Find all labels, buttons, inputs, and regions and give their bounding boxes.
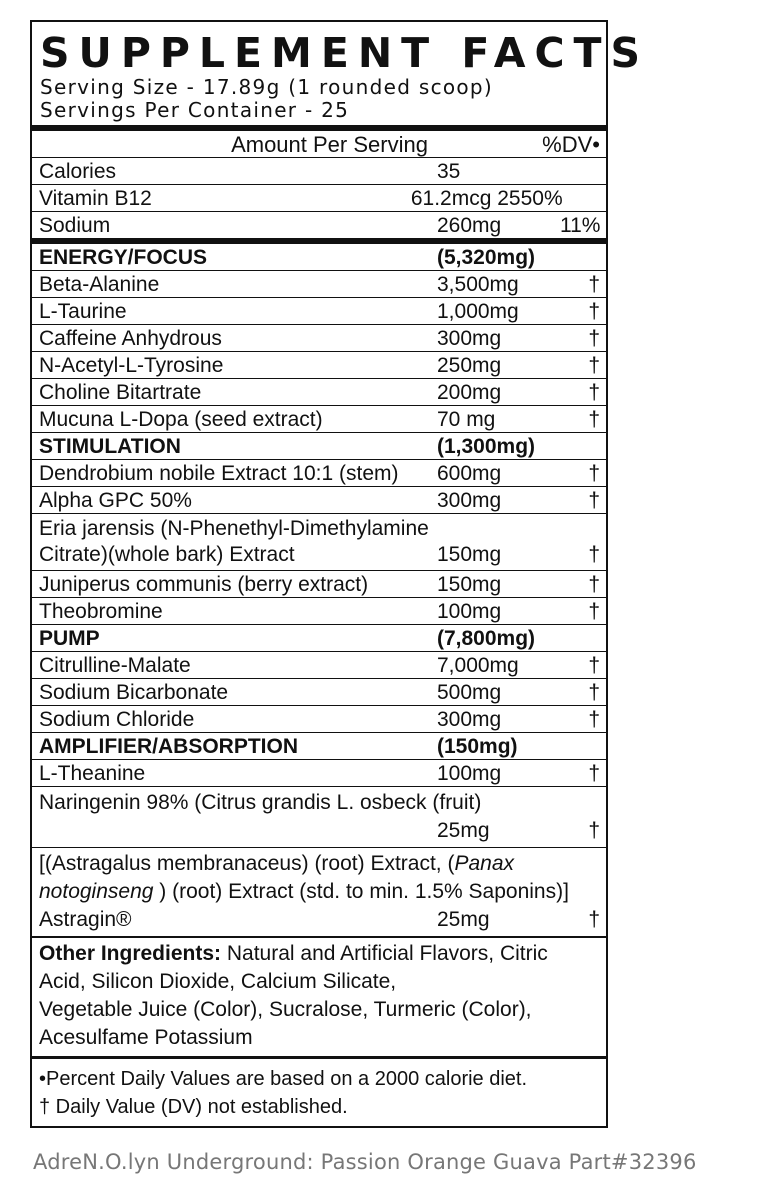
- dagger-mark: †: [588, 300, 600, 323]
- nutrient-dv: 11%: [560, 214, 601, 237]
- ingredient-amount: 70 mg: [437, 408, 496, 431]
- ingredient-amount: 7,000mg: [437, 654, 519, 677]
- section-pump: [32, 625, 606, 652]
- nutrient-name: Vitamin B12: [39, 187, 152, 210]
- ingredient-row: [32, 598, 606, 625]
- ingredient-name: L-Theanine: [39, 762, 146, 785]
- dv-footnote: •Percent Daily Values are based on a 2000 calorie diet.: [39, 1068, 528, 1090]
- ingredient-row: [32, 760, 606, 787]
- ingredient-amount: 3,500mg: [437, 273, 519, 296]
- astragin-italic: notoginseng: [39, 880, 154, 903]
- product-caption: AdreN.O.lyn Underground: Passion Orange Guava Part#32396: [33, 1150, 697, 1174]
- dagger-mark: †: [588, 381, 600, 404]
- ingredient-row: [32, 848, 606, 938]
- ingredient-name: Theobromine: [39, 600, 163, 623]
- ingredient-row: [32, 379, 606, 406]
- dagger-mark: †: [588, 327, 600, 350]
- ingredient-row: [32, 352, 606, 379]
- nutrient-row: [32, 185, 606, 212]
- footnotes: [32, 1056, 606, 1121]
- ingredient-amount: 100mg: [437, 762, 502, 785]
- ingredient-row: [32, 460, 606, 487]
- section-name: STIMULATION: [39, 435, 181, 458]
- dagger-mark: †: [588, 489, 600, 512]
- ingredient-amount: 300mg: [437, 327, 502, 350]
- dagger-mark: †: [588, 543, 600, 566]
- ingredient-row: [32, 406, 606, 433]
- ingredient-name: Sodium Chloride: [39, 708, 195, 731]
- nutrient-name: Sodium: [39, 214, 111, 237]
- section-name: PUMP: [39, 627, 100, 650]
- ingredient-row: [32, 787, 606, 848]
- other-ingredients-text: Natural and Artificial Flavors, Citric: [221, 942, 548, 965]
- ingredient-amount: 250mg: [437, 354, 502, 377]
- ingredient-name: Beta-Alanine: [39, 273, 160, 296]
- amount-header: [32, 125, 606, 158]
- section-name: ENERGY/FOCUS: [39, 246, 208, 269]
- dagger-mark: †: [588, 908, 600, 931]
- ingredient-amount: 150mg: [437, 573, 502, 596]
- servings-per-container: Servings Per Container - 25: [40, 98, 350, 122]
- dagger-mark: †: [588, 708, 600, 731]
- ingredient-amount: 200mg: [437, 381, 502, 404]
- nutrient-amount: 61.2mcg 2550%: [410, 187, 563, 210]
- nutrient-name: Calories: [39, 160, 117, 183]
- dagger-mark: †: [588, 462, 600, 485]
- astragin-italic: Panax: [454, 852, 515, 875]
- ingredient-amount: 300mg: [437, 489, 502, 512]
- ingredient-row: [32, 487, 606, 514]
- section-amplifier-absorption: [32, 733, 606, 760]
- ingredient-name: L-Taurine: [39, 300, 127, 323]
- ingredient-name: N-Acetyl-L-Tyrosine: [39, 354, 224, 377]
- ingredient-name: Alpha GPC 50%: [39, 489, 192, 512]
- ingredient-amount: 500mg: [437, 681, 502, 704]
- ingredient-amount: 1,000mg: [437, 300, 519, 323]
- ingredient-name: Choline Bitartrate: [39, 381, 202, 404]
- other-ingredients-text: Acid, Silicon Dioxide, Calcium Silicate,: [39, 970, 397, 993]
- other-ingredients-text: Acesulfame Potassium: [39, 1026, 253, 1049]
- dagger-mark: †: [588, 600, 600, 623]
- panel-title: SUPPLEMENT FACTS: [40, 29, 650, 77]
- nutrient-row: [32, 158, 606, 185]
- section-total: (5,320mg): [437, 246, 536, 269]
- amount-per-serving-label: Amount Per Serving: [231, 132, 428, 157]
- section-stimulation: [32, 433, 606, 460]
- dagger-mark: †: [588, 408, 600, 431]
- section-name: AMPLIFIER/ABSORPTION: [39, 735, 299, 758]
- ingredient-row: [32, 514, 606, 571]
- ingredient-amount: 25mg: [437, 908, 490, 931]
- ingredient-name: Dendrobium nobile Extract 10:1 (stem): [39, 462, 399, 485]
- serving-size: Serving Size - 17.89g (1 rounded scoop): [40, 75, 494, 99]
- dagger-mark: †: [588, 654, 600, 677]
- astragin-text: ) (root) Extract (std. to min. 1.5% Saponins)]: [153, 880, 569, 903]
- ingredient-row: [32, 679, 606, 706]
- dagger-mark: †: [588, 273, 600, 296]
- ingredient-amount: 300mg: [437, 708, 502, 731]
- ingredient-amount: 25mg: [437, 819, 490, 842]
- ingredient-name: Astragin®: [39, 908, 132, 931]
- ingredient-name: Mucuna L-Dopa (seed extract): [39, 408, 323, 431]
- ingredient-name: Caffeine Anhydrous: [39, 327, 222, 350]
- ingredient-row: [32, 571, 606, 598]
- ingredient-name: Juniperus communis (berry extract): [39, 573, 369, 596]
- nutrient-row: [32, 212, 606, 238]
- supplement-facts-panel: [30, 20, 650, 1128]
- other-ingredients-text: Vegetable Juice (Color), Sucralose, Turmeric (Color),: [39, 998, 532, 1021]
- ingredient-amount: 600mg: [437, 462, 502, 485]
- ingredient-name-cont: Citrate)(whole bark) Extract: [39, 543, 295, 566]
- other-ingredients: [32, 938, 606, 1056]
- dagger-mark: †: [588, 819, 600, 842]
- ingredient-name: Eria jarensis (N-Phenethyl-Dimethylamine: [39, 517, 429, 540]
- astragin-text: [(Astragalus membranaceus) (root) Extract, (: [39, 852, 455, 875]
- ingredient-row: [32, 325, 606, 352]
- section-energy-focus: [32, 238, 606, 271]
- dagger-mark: †: [588, 681, 600, 704]
- dv-label: %DV•: [542, 132, 600, 157]
- ingredient-amount: 150mg: [437, 543, 502, 566]
- ingredient-name: Sodium Bicarbonate: [39, 681, 229, 704]
- ingredient-name: Naringenin 98% (Citrus grandis L. osbeck (fruit): [39, 791, 482, 814]
- section-total: (7,800mg): [437, 627, 536, 650]
- ingredient-name: Citrulline-Malate: [39, 654, 191, 677]
- section-total: (1,300mg): [437, 435, 536, 458]
- ingredient-row: [32, 652, 606, 679]
- ingredient-amount: 100mg: [437, 600, 502, 623]
- nutrient-amount: 260mg: [437, 214, 502, 237]
- other-ingredients-label: Other Ingredients:: [39, 942, 222, 965]
- dagger-mark: †: [588, 354, 600, 377]
- ingredient-row: [32, 271, 606, 298]
- nutrient-amount: 35: [437, 160, 461, 183]
- ingredient-row: [32, 298, 606, 325]
- section-total: (150mg): [437, 735, 518, 758]
- dagger-footnote: † Daily Value (DV) not established.: [39, 1096, 348, 1118]
- ingredient-row: [32, 706, 606, 733]
- dagger-mark: †: [588, 573, 600, 596]
- astragin-description: [39, 850, 600, 906]
- dagger-mark: †: [588, 762, 600, 785]
